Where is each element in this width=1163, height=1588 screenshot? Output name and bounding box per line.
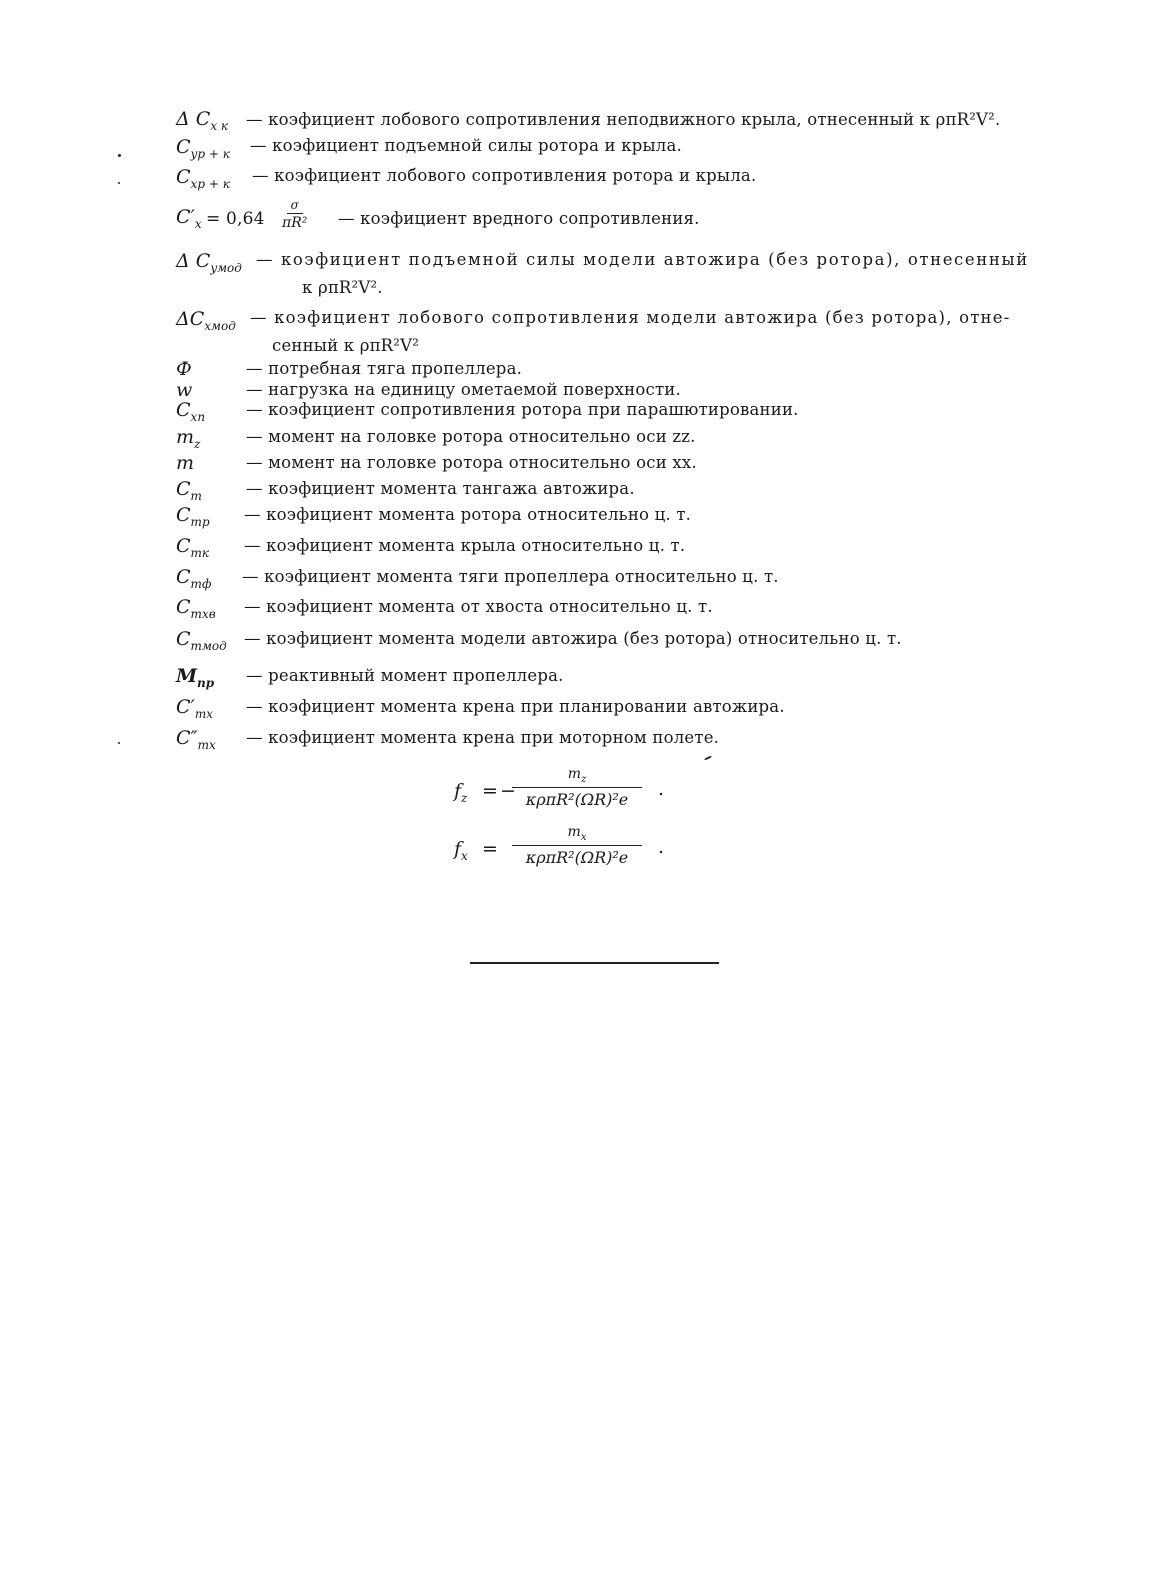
notation-entry <box>0 727 1163 752</box>
sigma-over-pi-r2-fraction: $\frac{\sigma}{\text{πR²}}$ <box>282 198 308 231</box>
notation-description: — момент на головке ротора относительно оси zz. <box>246 427 696 446</box>
notation-entry <box>0 250 1163 297</box>
notation-entry <box>0 665 1163 690</box>
notation-symbol: $C_m$ <box>176 478 202 503</box>
notation-entry <box>0 379 1163 401</box>
notation-symbol: $m_z$ <box>176 426 201 451</box>
notation-description: — коэфициент момента тяги пропеллера относительно ц. т. <box>242 567 779 586</box>
notation-symbol: $\Delta C_{xмод}$ <box>176 308 236 333</box>
scan-speck <box>118 182 120 184</box>
notation-description: — коэфициент момента крена при планировании автожира. <box>246 697 785 716</box>
notation-symbol: $C_{xn}$ <box>176 399 206 424</box>
notation-description: — коэфициент момента крыла относительно ц. т. <box>244 536 686 555</box>
notation-symbol: $C_{mф}$ <box>176 566 212 591</box>
notation-description: — коэфициент подъемной силы модели автожира (без ротора), отнесенный <box>256 250 1029 269</box>
notation-entry <box>0 504 1163 529</box>
notation-description: — момент на головке ротора относительно оси xx. <box>246 453 697 472</box>
notation-description: — коэфициент момента модели автожира (без ротора) относительно ц. т. <box>244 629 902 648</box>
notation-entry <box>0 596 1163 621</box>
notation-entry <box>0 399 1163 424</box>
formula-minus: − <box>500 780 516 802</box>
notation-description: — нагрузка на единицу ометаемой поверхности. <box>246 380 681 399</box>
notation-description: — коэфициент момента тангажа автожира. <box>246 479 635 498</box>
notation-symbol: $C_{mк}$ <box>176 535 210 560</box>
notation-symbol: w <box>176 379 193 401</box>
formula-fraction: $m_x$ κρπR²(ΩR)²e <box>512 824 642 867</box>
notation-description: — коэфициент сопротивления ротора при парашютировании. <box>246 400 799 419</box>
section-end-rule <box>470 962 719 964</box>
scan-speck <box>118 742 120 744</box>
notation-description: — потребная тяга пропеллера. <box>246 359 523 378</box>
notation-description: — коэфициент лобового сопротивления ротора и крыла. <box>252 166 757 185</box>
notation-entry <box>0 166 1163 191</box>
notation-entry <box>0 566 1163 591</box>
formula-fraction: $m_z$ κρπR²(ΩR)²e <box>512 766 642 809</box>
formula-equals: = 0,64 <box>206 209 265 229</box>
notation-entry <box>0 308 1163 355</box>
notation-description-continued: сенный к ρπR²V² <box>272 336 420 355</box>
notation-description: — коэфициент момента ротора относительно ц. т. <box>244 505 692 524</box>
notation-description-continued: к ρπR²V². <box>302 278 383 297</box>
notation-entry <box>0 452 1163 474</box>
notation-entry <box>0 696 1163 721</box>
notation-entry <box>0 358 1163 380</box>
notation-description: — коэфициент лобового сопротивления модели автожира (без ротора), отне- <box>250 308 1011 327</box>
notation-symbol: $C_{xp + к}$ <box>176 166 230 191</box>
notation-description: — коэфициент вредного сопротивления. <box>338 209 700 228</box>
notation-symbol: $C_{mxв}$ <box>176 596 216 621</box>
notation-symbol: $C'_{mx}$ <box>176 696 214 721</box>
notation-symbol: m <box>176 452 195 474</box>
formula-lhs: $f_x$ <box>454 838 468 863</box>
formula-lhs: $f_z$ <box>454 780 468 805</box>
notation-entry <box>0 628 1163 653</box>
scan-speck <box>704 755 712 760</box>
formula-period: . <box>658 778 665 800</box>
notation-symbol: $C_{mмод}$ <box>176 628 227 653</box>
notation-symbol: $C_{yp + к}$ <box>176 136 230 161</box>
notation-description: — коэфициент лобового сопротивления неподвижного крыла, отнесенный к ρπR²V². <box>246 110 1001 129</box>
notation-symbol: Ф <box>176 358 192 380</box>
notation-entry <box>0 426 1163 451</box>
notation-symbol: Δ $C_{x к}$ <box>176 108 229 133</box>
notation-symbol: $C_{mp}$ <box>176 504 210 529</box>
notation-symbol: $C''_{mx}$ <box>176 727 216 752</box>
notation-description: — реактивный момент пропеллера. <box>246 666 564 685</box>
notation-symbol: $M_{np}$ <box>176 665 215 690</box>
notation-entry <box>0 478 1163 503</box>
formula-equals: = <box>482 780 498 802</box>
notation-entry <box>0 198 1163 231</box>
formula-period: . <box>658 836 665 858</box>
notation-description: — коэфициент подъемной силы ротора и крыла. <box>250 136 682 155</box>
notation-description: — коэфициент момента от хвоста относительно ц. т. <box>244 597 713 616</box>
notation-symbol: $C'_x$ <box>176 206 202 231</box>
notation-entry <box>0 108 1163 133</box>
formula-equals: = <box>482 838 498 860</box>
notation-entry <box>0 136 1163 161</box>
scan-speck <box>118 154 121 157</box>
notation-description: — коэфициент момента крена при моторном полете. <box>246 728 720 747</box>
notation-symbol: Δ $C_{yмод}$ <box>176 250 242 275</box>
notation-entry <box>0 535 1163 560</box>
